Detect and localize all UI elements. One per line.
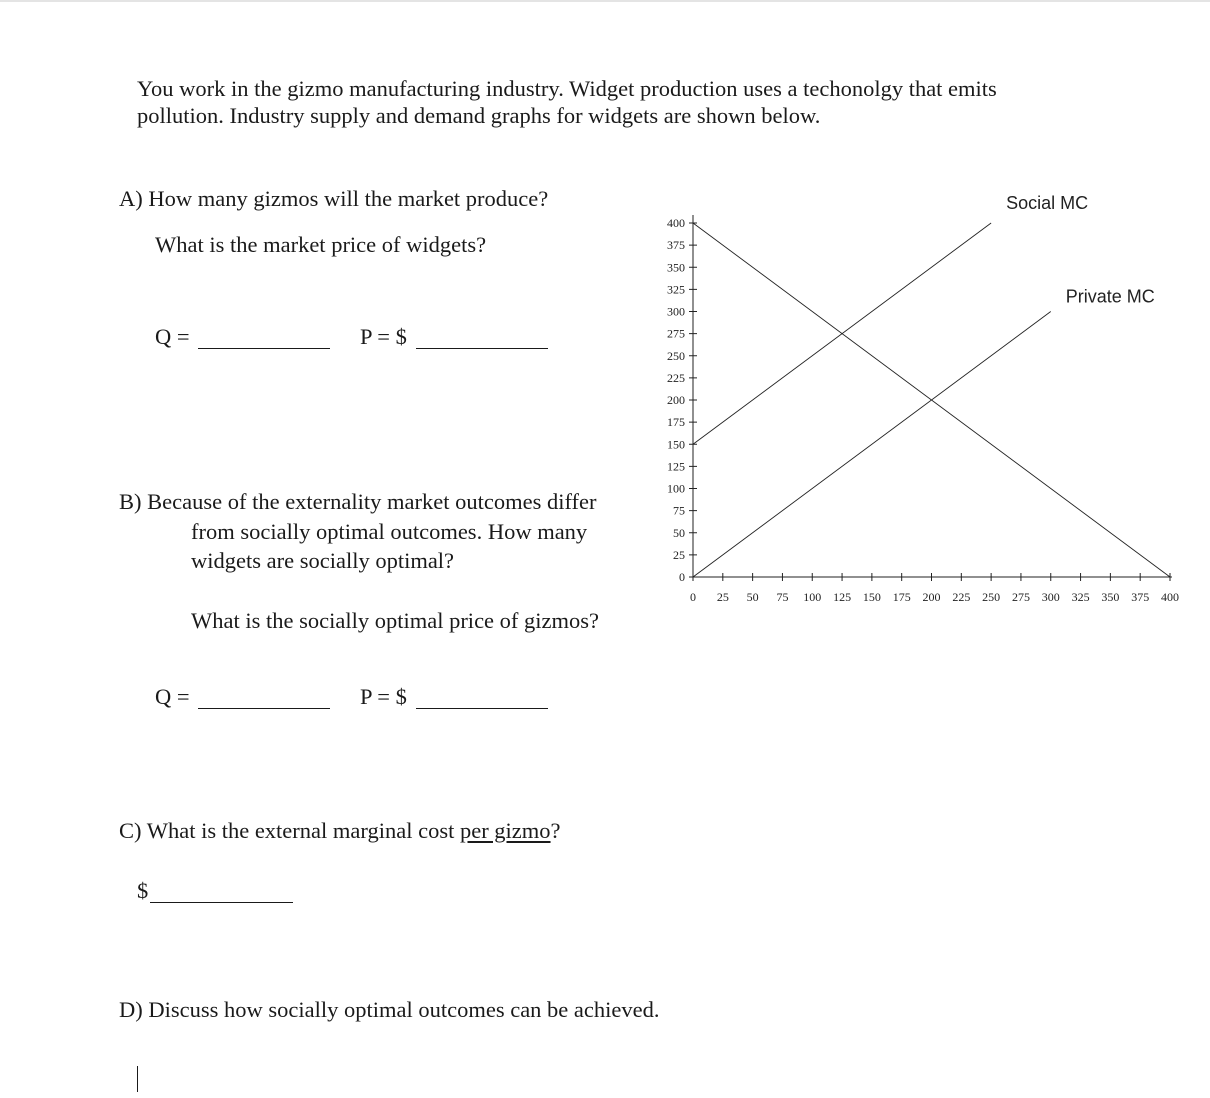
question-c-underlined: per gizmo <box>459 818 551 843</box>
y-tick-label: 150 <box>667 437 685 452</box>
intro-line-1: You work in the gizmo manufacturing industry. Widget production uses a techonolgy that emits <box>137 76 997 101</box>
x-tick-label: 0 <box>690 590 696 604</box>
question-b-line-2: from socially optimal outcomes. How many <box>191 519 588 544</box>
question-a-p-label: P = $ <box>360 324 407 349</box>
y-tick-label: 350 <box>667 260 685 275</box>
y-tick-label: 200 <box>667 393 685 407</box>
question-d-title: D) Discuss how socially optimal outcomes can be achieved. <box>119 997 660 1022</box>
x-tick-label: 50 <box>746 590 759 604</box>
answer-a-quantity-blank[interactable] <box>198 330 330 349</box>
question-b-line-3: widgets are socially optimal? <box>191 548 455 573</box>
question-a-sub: What is the market price of widgets? <box>155 232 487 257</box>
supply-demand-chart <box>650 185 1205 615</box>
question-b-sub: What is the socially optimal price of gizmos? <box>191 608 600 633</box>
page-top-border <box>0 0 1210 2</box>
question-c-dollar: $ <box>137 878 149 903</box>
question-c-prefix: C) What is the external marginal cost <box>119 818 460 843</box>
y-tick-label: 325 <box>667 282 685 297</box>
y-tick-label: 250 <box>667 348 685 363</box>
chart-series <box>693 223 1170 577</box>
y-tick-label: 375 <box>667 238 685 253</box>
private-mc-label: Private MC <box>1065 286 1155 307</box>
question-c-suffix: ? <box>550 818 561 843</box>
text-cursor <box>137 1066 138 1092</box>
x-tick-label: 350 <box>1101 590 1120 604</box>
y-tick-label: 400 <box>667 216 685 230</box>
chart-axes <box>693 215 1172 577</box>
y-tick-label: 0 <box>679 570 685 584</box>
x-tick-label: 150 <box>862 590 881 604</box>
question-b-q-label: Q = <box>155 684 190 709</box>
question-a-q-label: Q = <box>155 324 190 349</box>
question-b-line-1: B) Because of the externality market outcomes differ <box>119 489 597 514</box>
social-mc-label: Social MC <box>1006 193 1089 213</box>
answer-a-price-blank[interactable] <box>416 330 548 349</box>
answer-b-price-blank[interactable] <box>416 690 548 709</box>
chart-series-labels <box>1006 193 1155 307</box>
x-tick-label: 250 <box>982 590 1001 604</box>
y-tick-label: 275 <box>667 326 685 341</box>
question-a-title: A) How many gizmos will the market produce? <box>119 186 549 211</box>
chart-x-ticks <box>690 573 1179 604</box>
x-tick-label: 75 <box>776 590 789 604</box>
y-tick-label: 50 <box>673 525 685 540</box>
x-tick-label: 200 <box>922 590 941 604</box>
x-tick-label: 100 <box>803 590 822 604</box>
x-tick-label: 175 <box>892 590 911 604</box>
y-tick-label: 25 <box>673 547 685 562</box>
intro-line-2: pollution. Industry supply and demand graphs for widgets are shown below. <box>137 103 821 128</box>
y-tick-label: 100 <box>667 481 685 496</box>
x-tick-label: 125 <box>833 590 852 604</box>
y-tick-label: 300 <box>667 304 685 319</box>
x-tick-label: 275 <box>1011 590 1030 604</box>
x-tick-label: 25 <box>716 590 729 604</box>
x-tick-label: 225 <box>952 590 971 604</box>
y-tick-label: 75 <box>673 503 685 518</box>
answer-b-quantity-blank[interactable] <box>198 690 330 709</box>
y-tick-label: 225 <box>667 370 685 385</box>
answer-c-blank[interactable] <box>150 884 293 903</box>
x-tick-label: 375 <box>1131 590 1150 604</box>
y-tick-label: 125 <box>667 459 685 474</box>
question-b-p-label: P = $ <box>360 684 407 709</box>
x-tick-label: 400 <box>1161 590 1179 604</box>
private-mc-line <box>693 312 1051 578</box>
x-tick-label: 325 <box>1071 590 1090 604</box>
y-tick-label: 175 <box>667 415 685 430</box>
question-c-title <box>119 816 561 845</box>
x-tick-label: 300 <box>1041 590 1060 604</box>
